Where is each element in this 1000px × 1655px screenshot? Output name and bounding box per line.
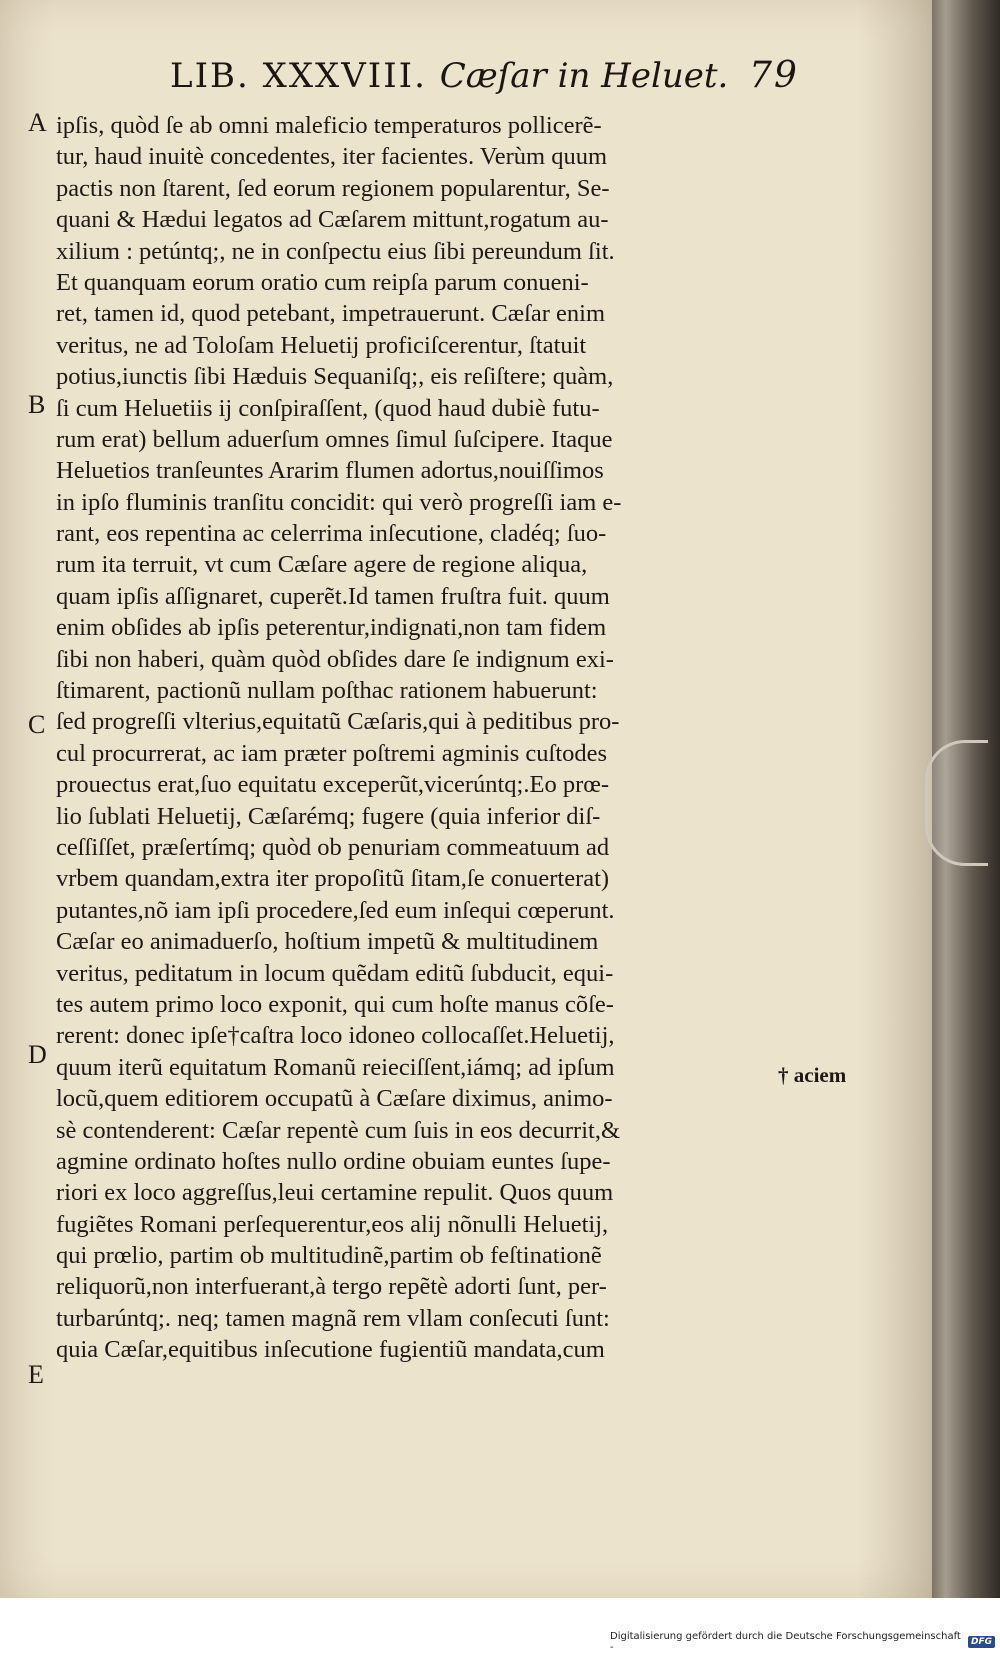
text-line: Cæſar eo animaduerſo, hoſtium impetũ & multitudinem (56, 928, 599, 956)
text-line: vrbem quandam,extra iter propoſitũ ſitam,ſe conuerterat) (56, 865, 610, 893)
text-line: turbarúntq;. neq; tamen magnã rem vllam conſecuti ſunt: (56, 1304, 610, 1332)
text-line: cul procurrerat, ac iam præter poſtremi agminis cuſtodes (56, 739, 608, 767)
text-line: putantes,nõ iam ipſi procedere,ſed eum inſequi cœperunt. (56, 896, 615, 924)
section-marker-d: D (28, 1040, 47, 1069)
text-line: riori ex loco aggreſſus,leui certamine repulit. Quos quum (56, 1179, 614, 1207)
text-line: pactis non ſtarent, ſed eorum regionem popularentur, Se- (56, 174, 610, 202)
text-line: enim obſides ab ipſis peterentur,indignati,non tam fidem (56, 614, 607, 642)
text-line: quam ipſis aſſignaret, cuperẽt.Id tamen fruſtra fuit. quum (56, 582, 610, 610)
text-line: prouectus erat,ſuo equitatu exceperũt,vicerúntq;.Eo prœ- (56, 771, 610, 799)
text-line: ret, tamen id, quod petebant, impetrauerunt. Cæſar enim (56, 300, 606, 328)
text-line: agmine ordinato hoſtes nullo ordine obuiam euntes ſupe- (56, 1147, 611, 1175)
text-line: reliquorũ,non interfuerant,à tergo repẽtè adorti ſunt, per- (56, 1273, 607, 1301)
text-line: rerent: donec ipſe†caſtra loco idoneo collocaſſet.Heluetij, (56, 1022, 615, 1050)
book-number: LIB. XXXVIII. (170, 56, 427, 96)
text-line: veritus, peditatum in locum quẽdam editũ ſubducit, equi- (56, 959, 614, 987)
text-line: xilium : petúntq;, ne in conſpectu eius ſibi pereundum ſit. (56, 237, 615, 265)
section-marker-c: C (28, 710, 46, 739)
text-line: rum ita terruit, vt cum Cæſare agere de regione aliqua, (56, 551, 588, 579)
section-marker-e: E (28, 1360, 44, 1389)
credit-text: Digitalisierung gefördert durch die Deutsche Forschungsgemeinschaft - (610, 1631, 961, 1653)
text-line: ſtimarent, pactionũ nullam poſthac rationem habuerunt: (56, 677, 598, 705)
digitization-credit (610, 1633, 995, 1651)
section-marker-b: B (28, 390, 46, 419)
text-line: rant, eos repentina ac celerrima inſecutione, cladéq; ſuo- (56, 520, 607, 548)
running-header (170, 55, 799, 105)
text-line: quum iterũ equitatum Romanũ reieciſſent,iámq; ad ipſum (56, 1053, 615, 1081)
text-line: sè contenderent: Cæſar repentè cum ſuis in eos decurrit,& (56, 1116, 621, 1144)
text-line: ceſſiſſet, præſertímq; quòd ob penuriam commeatuum ad (56, 833, 610, 861)
text-line: ſibi non haberi, quàm quòd obſides dare ſe indignum exi- (56, 645, 614, 673)
text-line: in ipſo fluminis tranſitu concidit: qui verò progreſſi iam e- (56, 488, 622, 516)
text-line: quia Cæſar,equitibus inſecutione fugientiũ mandata,cum (56, 1336, 605, 1364)
text-line: Heluetios tranſeuntes Ararim flumen adortus,nouiſſimos (56, 457, 604, 485)
page-clip (925, 740, 988, 866)
text-line: qui prœlio, partim ob multitudinẽ,partim ob feſtinationẽ (56, 1242, 602, 1270)
dfg-logo: DFG (968, 1636, 995, 1648)
text-line: rum erat) bellum aduerſum omnes ſimul ſuſcipere. Itaque (56, 425, 613, 453)
text-line: ſi cum Heluetiis ij conſpiraſſent, (quod haud dubiè futu- (56, 394, 600, 422)
text-line: potius,iunctis ſibi Hæduis Sequaniſq;, eis reſiſtere; quàm, (56, 363, 614, 391)
text-line: tes autem primo loco exponit, qui cum hoſte manus cõſe- (56, 990, 614, 1018)
text-line: lio ſublati Heluetij, Cæſarémq; fugere (quia inferior diſ- (56, 802, 601, 830)
section-marker-a: A (28, 108, 47, 137)
marginal-note: † aciem (778, 1063, 847, 1087)
text-line: locũ,quem editiorem occupatũ à Cæſare diximus, animo- (56, 1085, 613, 1113)
text-line: fugiẽtes Romani perſequerentur,eos alij nõnulli Heluetij, (56, 1210, 609, 1238)
body-text (56, 110, 756, 1366)
text-line: veritus, ne ad Toloſam Heluetij proficiſcerentur, ſtatuit (56, 331, 587, 359)
text-line: Et quanquam eorum oratio cum reipſa parum conueni- (56, 268, 589, 296)
page-number: 79 (749, 55, 799, 96)
section-title: Cæſar in Heluet. (439, 56, 729, 96)
text-line: ipſis, quòd ſe ab omni maleficio temperaturos pollicerẽ- (56, 112, 602, 139)
text-line: ſed progreſſi vlterius,equitatũ Cæſaris,qui à peditibus pro- (56, 708, 620, 736)
text-line: tur, haud inuitè concedentes, iter facientes. Verùm quum (56, 143, 607, 171)
text-line: quani & Hædui legatos ad Cæſarem mittunt,rogatum au- (56, 206, 609, 234)
